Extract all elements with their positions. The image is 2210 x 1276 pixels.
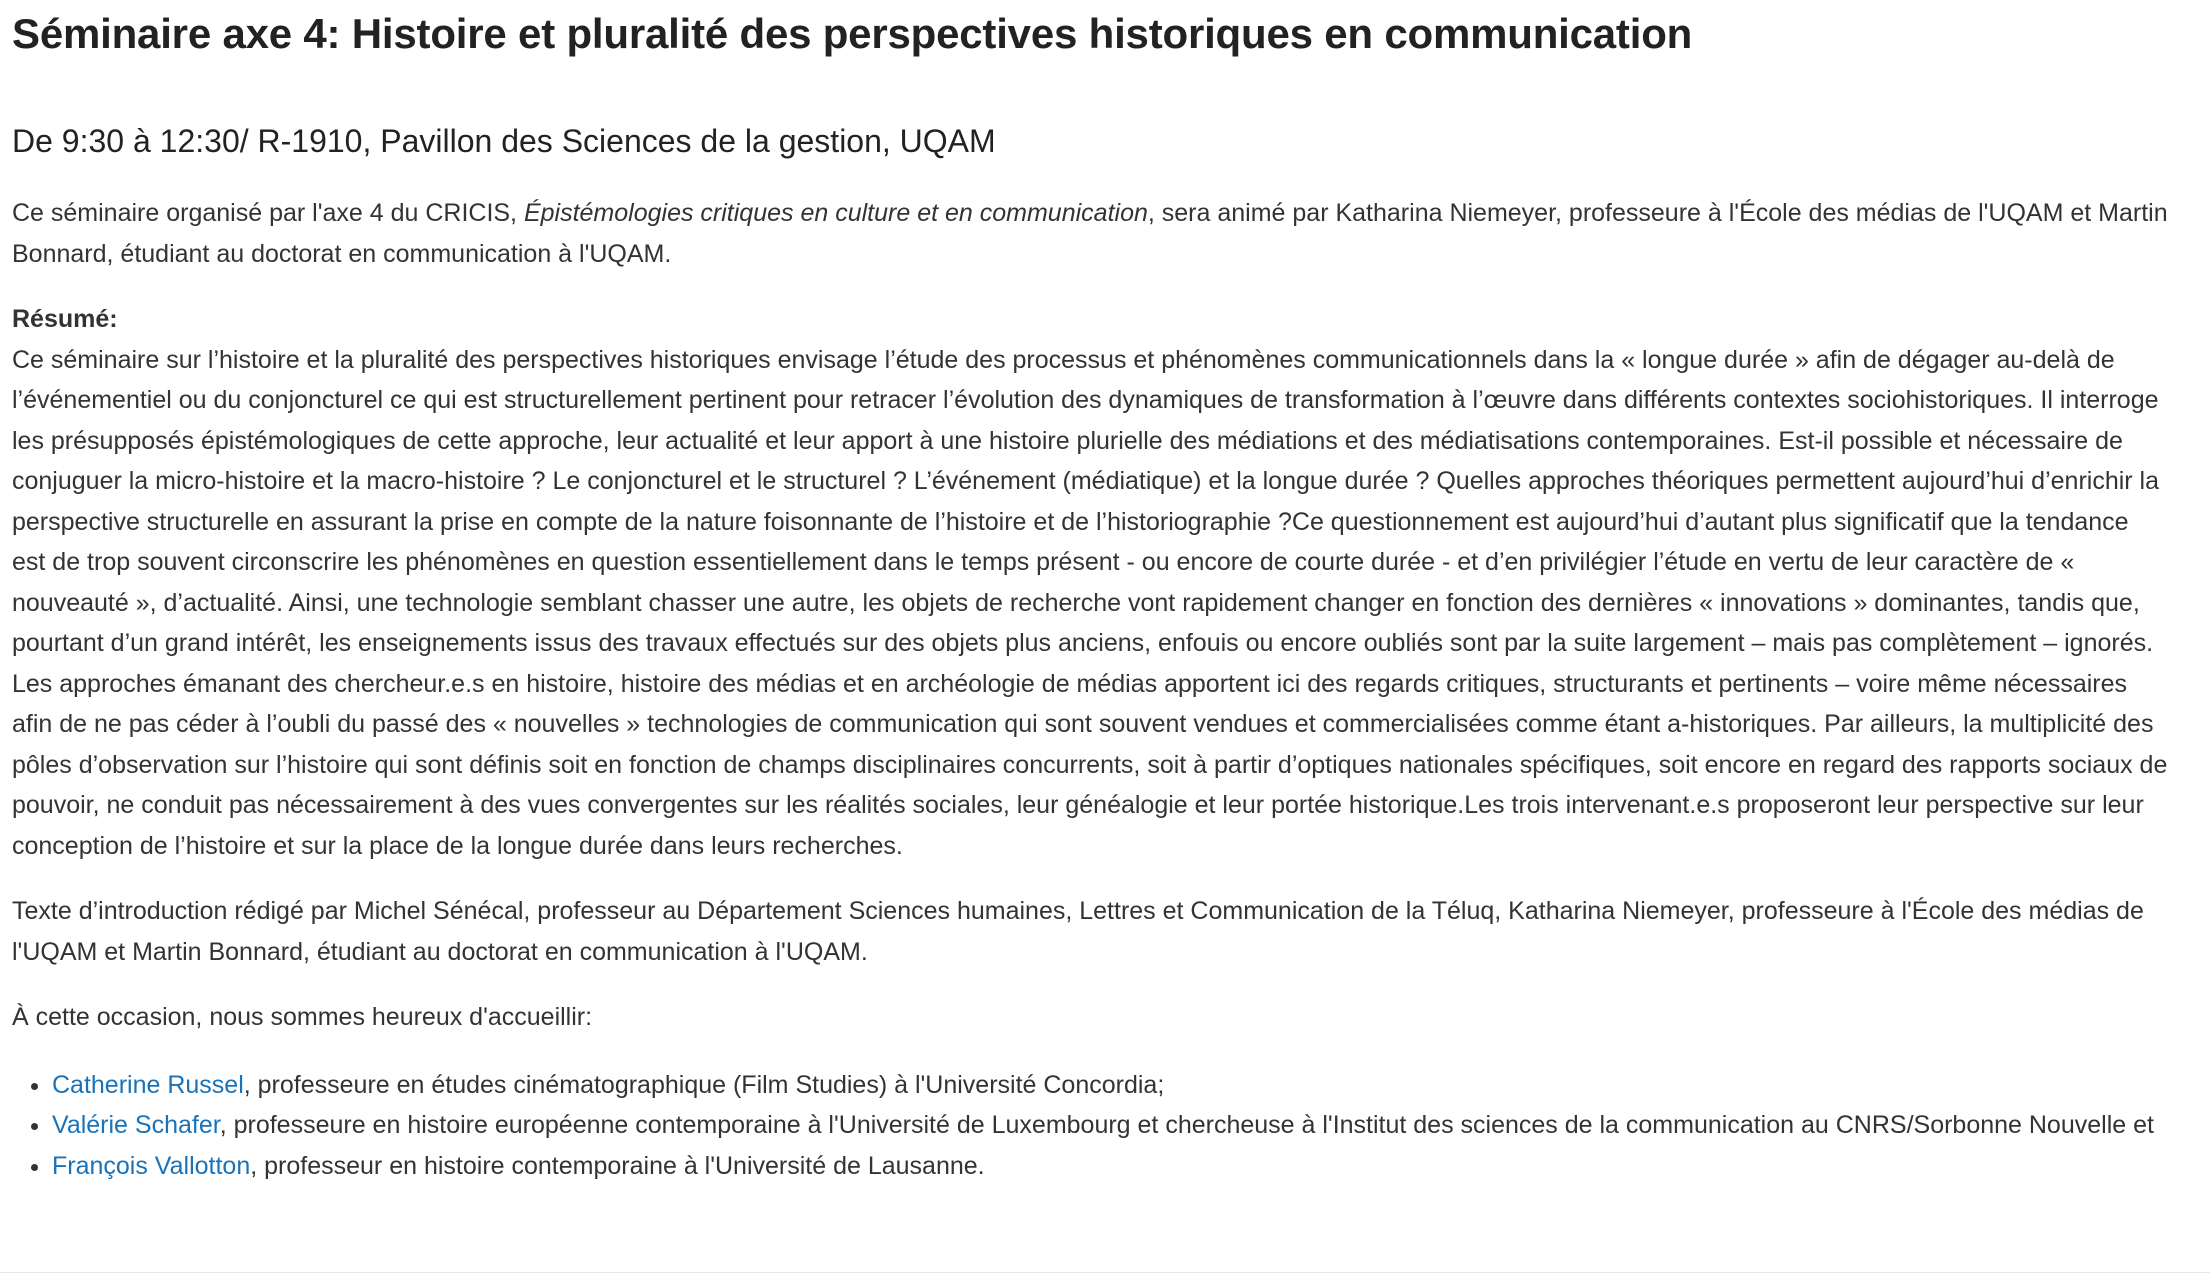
guest-description: , professeure en histoire européenne contemporaine à l'Université de Luxembourg et chercheuse à l'Institut des sciences de la communication au CNRS/Sorbonne Nouvelle et	[219, 1111, 2154, 1139]
summary-paragraph: Ce séminaire sur l’histoire et la pluralité des perspectives historiques envisage l’étude des processus et phénomènes communicationnels dans la « longue durée » afin de dégager au-delà de l’événementiel ou du conjoncturel ce qui est structurellement pertinent pour retracer l’évolution des dynamiques de transformation à l’œuvre dans différents contextes sociohistoriques. Il interroge les présupposés épistémologiques de cette approche, leur actualité et leur apport à une histoire plurielle des médiations et des médiatisations contemporaines. Est-il possible et nécessaire de conjuguer la micro-histoire et la macro-histoire ? Le conjoncturel et le structurel ? L’événement (médiatique) et la longue durée ? Quelles approches théoriques permettent aujourd’hui d’enrichir la perspective structurelle en assurant la prise en compte de la nature foisonnante de l’histoire et de l’historiographie ?Ce questionnement est aujourd’hui d’autant plus significatif que la tendance est de trop souvent circonscrire les phénomènes en question essentiellement dans le temps présent - ou encore de courte durée - et d’en privilégier l’étude en vertu de leur caractère de « nouveauté », d’actualité. Ainsi, une technologie semblant chasser une autre, les objets de recherche vont rapidement changer en fonction des dernières « innovations » dominantes, tandis que, pourtant d’un grand intérêt, les enseignements issus des travaux effectués sur des objets plus anciens, enfouis ou encore oubliés sont par la suite largement – mais pas complètement – ignorés. Les approches émanant des chercheur.e.s en histoire, histoire des médias et en archéologie de médias apportent ici des regards critiques, structurants et pertinents – voire même nécessaires afin de ne pas céder à l’oubli du passé des « nouvelles » technologies de communication qui sont souvent vendues et commercialisées comme étant a-historiques. Par ailleurs, la multiplicité des pôles d’observation sur l’histoire qui sont définis soit en fonction de champs disciplinaires concurrents, soit à partir d’optiques nationales spécifiques, soit encore en regard des rapports sociaux de pouvoir, ne conduit pas nécessairement à des vues convergentes sur les réalités sociales, leur généalogie et leur portée historique.Les trois intervenant.e.s proposeront leur perspective sur leur conception de l’histoire et sur la place de la longue durée dans leurs recherches.	[12, 345, 2168, 860]
intro-paragraph	[12, 193, 2168, 274]
guest-list-item	[52, 1065, 2168, 1106]
guest-description: , professeur en histoire contemporaine à l'Université de Lausanne.	[250, 1151, 985, 1180]
bottom-divider	[0, 1272, 2210, 1273]
guest-link-francois-vallotton[interactable]: François Vallotton	[52, 1151, 251, 1180]
summary-heading: Résumé:	[12, 305, 118, 333]
guest-list	[12, 1065, 2168, 1187]
credit-paragraph: Texte d’introduction rédigé par Michel Sénécal, professeur au Département Sciences humaines, Lettres et Communication de la Téluq, Katharina Niemeyer, professeure à l'École des médias de l'UQAM et Martin Bonnard, étudiant au doctorat en communication à l'UQAM.	[12, 897, 2144, 966]
guest-link-valerie-schafer[interactable]: Valérie Schafer	[52, 1111, 220, 1139]
intro-italic-title: Épistémologies critiques en culture et en communication	[523, 199, 1148, 227]
guest-link-catherine-russel[interactable]: Catherine Russel	[52, 1070, 244, 1099]
guest-list-item	[52, 1146, 2168, 1187]
intro-text-start: Ce séminaire organisé par l'axe 4 du CRICIS,	[12, 199, 524, 227]
page-title: Séminaire axe 4: Histoire et pluralité des perspectives historiques en communication	[12, 10, 1693, 57]
guest-list-item	[52, 1105, 2168, 1146]
event-time-location: De 9:30 à 12:30/ R-1910, Pavillon des Sciences de la gestion, UQAM	[12, 123, 996, 159]
welcome-text: À cette occasion, nous sommes heureux d'accueillir:	[12, 1003, 593, 1031]
guest-description: , professeure en études cinématographique (Film Studies) à l'Université Concordia;	[243, 1070, 1165, 1099]
intro-text-end: , sera animé par Katharina Niemeyer, professeure à l'École des médias de l'UQAM et Martin Bonnard, étudiant au doctorat en communication à l'UQAM.	[12, 199, 2168, 268]
